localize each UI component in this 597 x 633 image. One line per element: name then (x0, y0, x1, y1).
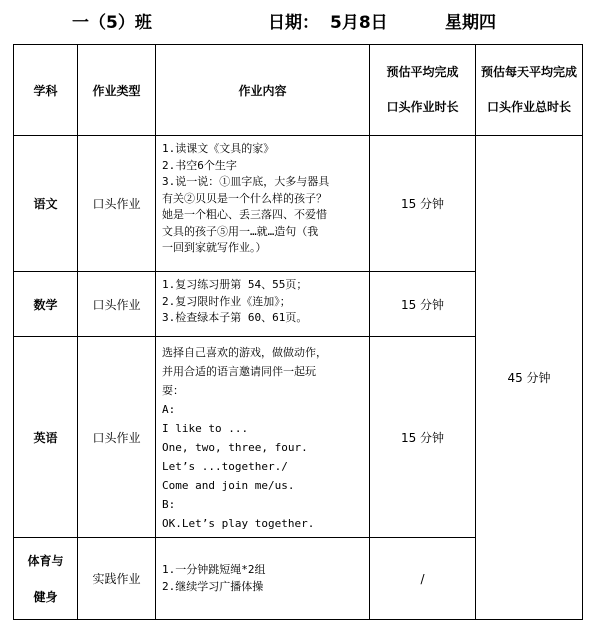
table-header-row (14, 45, 583, 136)
content-line: 1.读课文《文具的家》 (162, 142, 275, 155)
type-cell: 实践作业 (78, 538, 156, 620)
content-line: B: (162, 498, 176, 511)
content-line: 她是一个粗心、丢三落四、不爱惜 (162, 208, 327, 221)
content-line: 1.复习练习册第 54、55页； (162, 278, 308, 291)
content-line: Come and join me/us. (162, 479, 295, 492)
column-header-type: 作业类型 (78, 45, 156, 136)
content-cell (156, 272, 370, 337)
homework-table (13, 44, 583, 620)
content-cell (156, 337, 370, 538)
content-line: 选择自己喜欢的游戏，做做动作， (162, 346, 327, 359)
type-cell: 口头作业 (78, 337, 156, 538)
column-header-subject: 学科 (14, 45, 78, 136)
column-header-content: 作业内容 (156, 45, 370, 136)
weekday: 星期四 (445, 13, 496, 33)
content-cell (156, 136, 370, 272)
column-header-daily-total (476, 45, 583, 136)
column-header-avg-time-line2: 口头作业时长 (386, 100, 459, 114)
class-name: 一（5）班 (72, 13, 152, 33)
content-line: 耍： (162, 384, 184, 397)
content-line: 2.复习限时作业《连加》； (162, 294, 291, 308)
daily-total-cell: 45 分钟 (476, 136, 583, 620)
content-line: 2.继续学习广播体操 (162, 579, 264, 593)
time-cell: / (370, 538, 476, 620)
content-line: 有关②贝贝是一个什么样的孩子？ (162, 191, 327, 205)
content-line: 1.一分钟跳短绳*2组 (162, 563, 266, 576)
subject-cell: 语文 (14, 136, 78, 272)
date-label: 日期： (268, 13, 319, 33)
type-cell: 口头作业 (78, 136, 156, 272)
time-cell: 15 分钟 (370, 136, 476, 272)
content-line: 3.说一说：①皿字底，大多与器具 (162, 175, 330, 188)
column-header-daily-total-line1: 预估每天平均完成 (480, 65, 577, 79)
content-line: A: (162, 403, 176, 416)
table-row-chinese (14, 136, 583, 272)
subject-cell (14, 538, 78, 620)
content-line: 3.检查绿本子第 60、61页。 (162, 311, 308, 324)
content-line: I like to ... (162, 422, 249, 435)
content-cell (156, 538, 370, 620)
time-cell: 15 分钟 (370, 272, 476, 337)
content-line: One, two, three, four. (162, 441, 308, 454)
type-cell: 口头作业 (78, 272, 156, 337)
content-line: 一回到家就写作业。） (162, 241, 267, 254)
subject-cell: 英语 (14, 337, 78, 538)
content-line: Let’s ...together./ (162, 460, 288, 473)
page-header (0, 6, 597, 34)
column-header-avg-time (370, 45, 476, 136)
subject-line: 健身 (33, 589, 58, 604)
subject-cell: 数学 (14, 272, 78, 337)
time-cell: 15 分钟 (370, 337, 476, 538)
content-line: 并用合适的语言邀请同伴一起玩 (162, 365, 316, 378)
date-value: 5月8日 (330, 13, 388, 33)
column-header-avg-time-line1: 预估平均完成 (386, 65, 459, 79)
content-line: OK.Let’s play together. (162, 517, 315, 530)
column-header-daily-total-line2: 口头作业总时长 (486, 100, 571, 114)
subject-line: 体育与 (27, 553, 64, 568)
content-line: 2.书空6个生字 (162, 158, 237, 172)
content-line: 文具的孩子⑤用一…就…造句（我 (162, 224, 319, 238)
